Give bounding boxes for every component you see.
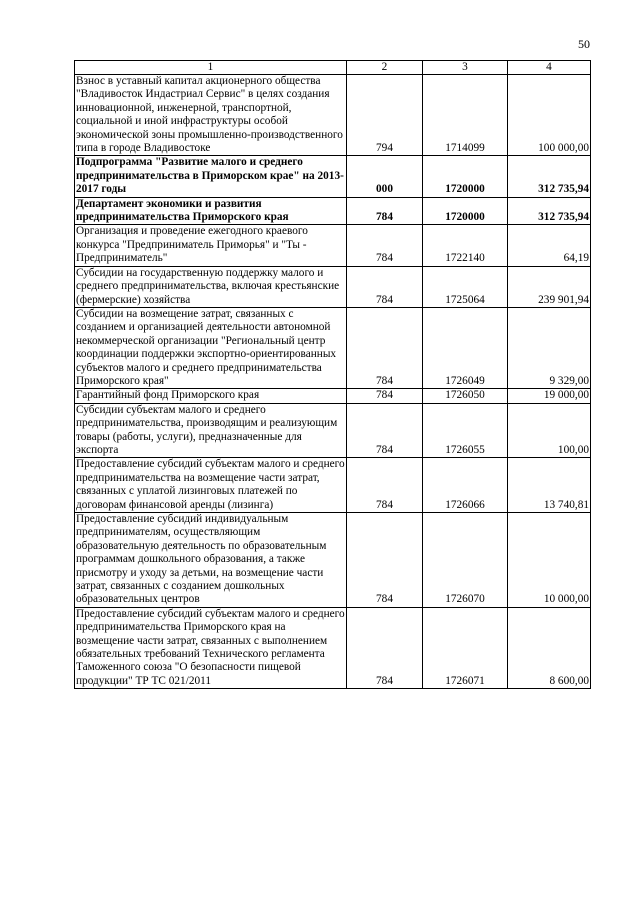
row-name-cell: Взнос в уставный капитал акционерного общества "Владивосток Индастриал Сервис" в целях создания инновационной, инженерной, транспортной, социальной и иной инфраструктуры особой экономической зоны промышленно-производственного типа в городе Владивостоке <box>75 75 347 156</box>
row-csr-cell: 1720000 <box>423 197 508 225</box>
table-body <box>75 75 591 689</box>
row-csr-cell: 1726070 <box>423 513 508 608</box>
row-sum-cell: 19 000,00 <box>508 389 591 403</box>
row-sum-cell: 10 000,00 <box>508 513 591 608</box>
row-name-cell: Субсидии субъектам малого и среднего предпринимательства, производящим и реализующим товары (работы, услуги), предназначенные для экспорта <box>75 403 347 458</box>
table-row <box>75 458 591 513</box>
row-ved-cell: 000 <box>347 156 423 197</box>
row-csr-cell: 1720000 <box>423 156 508 197</box>
row-ved-cell: 784 <box>347 513 423 608</box>
row-name-cell: Департамент экономики и развития предпринимательства Приморского края <box>75 197 347 225</box>
table-row <box>75 307 591 388</box>
table-header-row <box>75 61 591 75</box>
row-name-cell: Субсидии на государственную поддержку малого и среднего предпринимательства, включая крестьянские (фермерские) хозяйства <box>75 266 347 307</box>
row-name-cell: Организация и проведение ежегодного краевого конкурса "Предприниматель Приморья" и "Ты - Предприниматель" <box>75 225 347 266</box>
row-sum-cell: 100,00 <box>508 403 591 458</box>
row-ved-cell: 784 <box>347 403 423 458</box>
row-name-cell: Предоставление субсидий субъектам малого и среднего предпринимательства на возмещение части затрат, связанных с уплатой лизинговых платежей по договорам финансовой аренды (лизинга) <box>76 458 345 511</box>
table-row <box>75 197 591 225</box>
row-name-cell: Гарантийный фонд Приморского края <box>75 389 347 403</box>
column-header-ved: 2 <box>347 61 423 75</box>
row-name-cell: Предоставление субсидий индивидуальным предпринимателям, осуществляющим образовательную деятельность по образовательным программам дошкольного образования, а также присмотру и уходу за детьми, на возмещение части затрат, связанных с созданием дошкольных образовательных центров <box>75 513 347 608</box>
row-sum-cell: 239 901,94 <box>508 266 591 307</box>
row-sum-cell: 64,19 <box>508 225 591 266</box>
row-ved-cell: 784 <box>347 225 423 266</box>
row-sum-cell: 9 329,00 <box>508 307 591 388</box>
row-csr-cell: 1726066 <box>423 458 508 513</box>
row-ved-cell: 794 <box>347 75 423 156</box>
row-ved-cell: 784 <box>347 607 423 688</box>
column-header-csr: 3 <box>423 61 508 75</box>
table-row <box>75 225 591 266</box>
table-row <box>75 513 591 608</box>
column-header-sum: 4 <box>508 61 591 75</box>
row-name-cell: Подпрограмма "Развитие малого и среднего предпринимательства в Приморском крае" на 2013-2017 годы <box>75 156 347 197</box>
column-header-name: 1 <box>75 61 347 75</box>
table-row <box>75 607 591 688</box>
row-csr-cell: 1714099 <box>423 75 508 156</box>
row-csr-cell: 1722140 <box>423 225 508 266</box>
row-ved-cell: 784 <box>347 389 423 403</box>
row-name-cell: Субсидии на возмещение затрат, связанных с созданием и организацией деятельности автономной некоммерческой организации "Региональный центр координации поддержки экспортно-ориентированных субъектов малого и среднего предпринимательства Приморского края" <box>75 307 347 388</box>
row-sum-cell: 312 735,94 <box>508 156 591 197</box>
budget-table <box>74 60 591 689</box>
table-row <box>75 75 591 156</box>
row-csr-cell: 1726055 <box>423 403 508 458</box>
row-ved-cell: 784 <box>347 266 423 307</box>
row-csr-cell: 1726071 <box>423 607 508 688</box>
row-sum-cell: 13 740,81 <box>508 458 591 513</box>
row-ved-cell: 784 <box>347 307 423 388</box>
row-csr-cell: 1725064 <box>423 266 508 307</box>
row-csr-cell: 1726049 <box>423 307 508 388</box>
row-sum-cell: 8 600,00 <box>508 607 591 688</box>
table-row <box>75 403 591 458</box>
table-row <box>75 156 591 197</box>
page-number: 50 <box>578 37 590 51</box>
row-sum-cell: 100 000,00 <box>508 75 591 156</box>
row-sum-cell: 312 735,94 <box>508 197 591 225</box>
row-ved-cell: 784 <box>347 197 423 225</box>
row-ved-cell: 784 <box>347 458 423 513</box>
table-row <box>75 266 591 307</box>
table-row <box>75 389 591 403</box>
row-name-cell: Предоставление субсидий субъектам малого и среднего предпринимательства Приморского края на возмещение части затрат, связанных с выполнением обязательных требований Технического регламента Таможенного союза "О безопасности пищевой продукции" ТР ТС 021/2011 <box>76 607 345 687</box>
row-csr-cell: 1726050 <box>423 389 508 403</box>
